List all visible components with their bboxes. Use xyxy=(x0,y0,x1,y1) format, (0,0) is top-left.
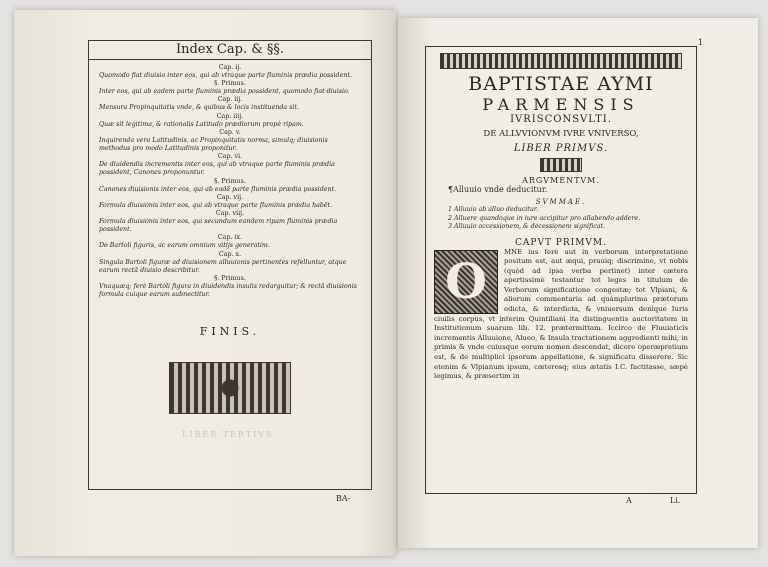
left-page-frame xyxy=(88,40,372,490)
entry-text: De Bartoli figuris, ac earum omnium vitijs generatim. xyxy=(99,242,270,250)
right-page-frame xyxy=(425,46,697,494)
argumentum-heading: ARGVMENTVM. xyxy=(522,176,600,185)
entry-caption: Cap. vij. xyxy=(216,193,244,201)
entry-caption: §. Primus. xyxy=(214,275,246,283)
entry-text: Quomodo fiat diuisio inter eos, qui ab vtraque parte fluminis prædia possident. xyxy=(99,72,352,79)
subtitle: DE ALLVVIONVM IVRE VNIVERSO, xyxy=(483,129,639,139)
left-page xyxy=(14,10,396,556)
entry-text: Vnaquæq; ferè Bartoli figura in diuidendis insulis redarguitur; & rectā diuisionis formula cuique earum subnectitur. xyxy=(99,283,357,299)
entry-text: De diuidendis incrementis inter eos, qui ab vtraque parte fluminis prædia possident, Canones proponuntur. xyxy=(99,161,335,177)
entry-text: Inter eos, qui ab eadem parte fluminis prædia possident, quomodo fiat diuisio. xyxy=(99,88,350,96)
summae-heading: SVMMAE. xyxy=(535,198,587,206)
signature-mark: A xyxy=(626,496,632,505)
showthrough-text: LIBER TERTIVS. xyxy=(182,430,278,440)
entry-caption: §. Primus. xyxy=(214,177,246,185)
right-page xyxy=(398,18,758,548)
entry-text: Formula diuisionis inter eos, qui secundum eandem ripam fluminis prædia possident. xyxy=(99,218,338,234)
catchword: Li. xyxy=(670,496,681,505)
historiated-initial: O xyxy=(434,250,498,314)
entry-text: Canones diuisionis inter eos, qui ab eadē parte fluminis prædia possident. xyxy=(99,185,337,193)
chapter-heading: CAPVT PRIMVM. xyxy=(515,237,607,248)
entry-text: Formula diuisionis inter eos, qui ab vtraque parte fluminis prædia habēt. xyxy=(99,201,333,209)
grotesque-ornament xyxy=(169,362,291,414)
headpiece-ornament xyxy=(440,53,682,69)
entry-caption: Cap. iij. xyxy=(217,96,243,104)
summae-list xyxy=(426,206,696,232)
entry-caption: §. Primus. xyxy=(214,80,246,88)
title-line-2: PARMENSIS xyxy=(482,95,640,114)
entry-caption: Cap. ij. xyxy=(218,64,242,71)
chapter-body xyxy=(426,248,696,382)
entry-caption: Cap. x. xyxy=(218,250,242,258)
book-title: LIBER PRIMVS. xyxy=(513,143,609,154)
index-entries xyxy=(89,60,371,299)
fleuron-ornament xyxy=(540,158,582,172)
title-line-1: BAPTISTAE AYMI xyxy=(468,73,654,95)
index-header: Index Cap. & §§. xyxy=(89,41,371,60)
finis: FINIS. xyxy=(199,325,261,339)
page-number: 1 xyxy=(698,38,704,47)
entry-caption: Cap. viij. xyxy=(215,210,245,218)
summa-item: 1 Alluuio ab alluo deducitur. xyxy=(448,206,539,213)
entry-caption: Cap. v. xyxy=(219,128,241,136)
catchword: BA- xyxy=(336,494,351,503)
summa-item: 3 Alluuio accessionem, & decessionem significat. xyxy=(448,223,606,230)
entry-caption: Cap. ix. xyxy=(217,234,243,242)
entry-text: Mensura Propinquitatis vnde, & quibus & locis instituenda sit. xyxy=(99,104,299,112)
entry-caption: Cap. vi. xyxy=(217,153,243,161)
entry-text: Inquirenda vera Latitudinis, ac Propinquitatis norma, simulq; diuisionis methodus pro modo Latitudinis proponitur. xyxy=(99,136,328,153)
body-text: MNE ius ferè aut in verborum interpretatione positum est, aut æqui, prauiq; discrimine, vt nobis (quòd ad ipsa verba pertinet) inter cætera apertissimè testantur tot leges in titulum de Verborum significatione congestæ; tot Vlpiani, & aliorum commentaria ad quàmplurima prætorum edicta, & interdicta, & vniuersum denique Iuris ciuilis corpus, vt interim Quintiliani ita distinguentis auctoritatem in Institutionum suarum lib. 12. prætermittam. Iccirco de Fluuiaticis incrementis Alluuione, Alueo, & Insula tractationem aggredienti mihi, in primis & vnde cuiusque eorum nomen descendat, dicere operæpretium est, & de multiplici ipsorum appellatione, & significatu disserere. Sic etenim & Vlpianum ipsum, cæterosq; eius ætatis I.C. factitasse, sæpè legimus, & præsertim in xyxy=(434,247,688,381)
entry-text: Quæ sit legitima, & rationalis Latitudo prædiorum propè ripam. xyxy=(99,120,304,128)
entry-caption: Cap. iiij. xyxy=(216,112,244,120)
argumentum: ¶Alluuio vnde deducitur. xyxy=(448,185,548,194)
title-line-3: IVRISCONSVLTI. xyxy=(510,114,612,125)
summa-item: 2 Alluere quandoque in iure accipitur pro allabendo addere. xyxy=(448,214,641,222)
entry-text: Singula Bartoli figuræ ad diuisionem alluuionis pertinentes refelluntur, atque earum rectā diuisio describitur. xyxy=(99,258,347,274)
